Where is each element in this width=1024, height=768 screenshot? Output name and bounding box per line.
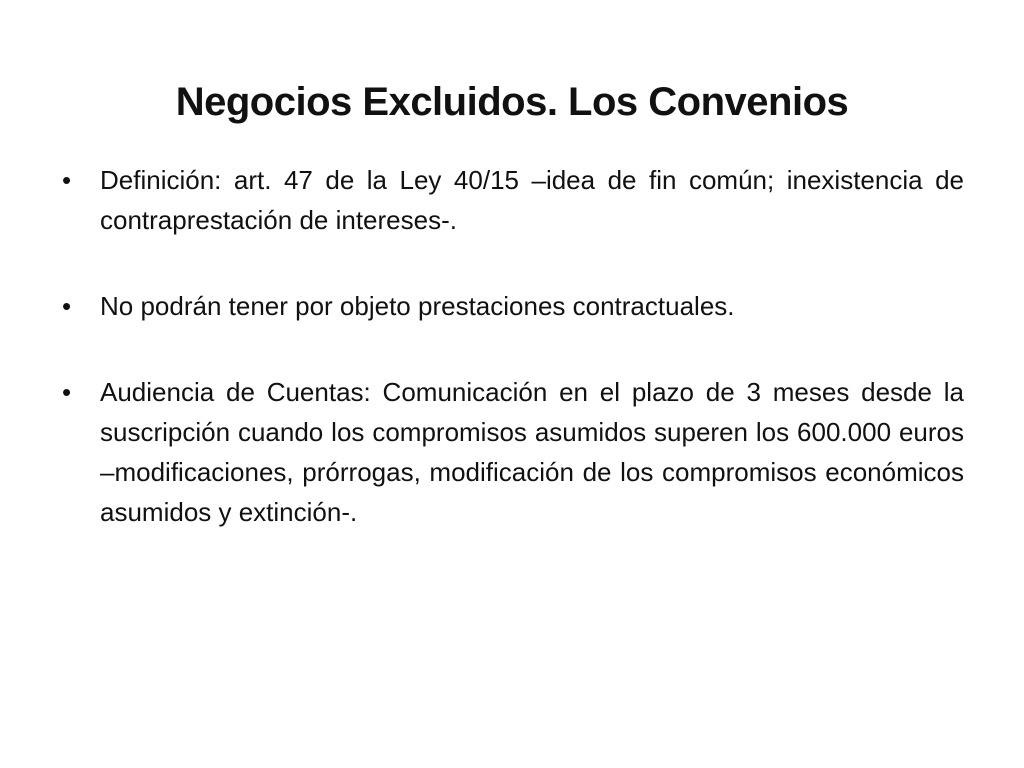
bullet-dot-icon: • bbox=[62, 165, 72, 195]
bullet-text: No podrán tener por objeto prestaciones contractuales. bbox=[100, 291, 735, 321]
slide-title: Negocios Excluidos. Los Convenios bbox=[175, 80, 849, 124]
bullet-list bbox=[58, 160, 964, 578]
bullet-item-audiencia bbox=[58, 372, 964, 532]
bullet-dot-icon: • bbox=[62, 291, 72, 321]
bullet-item-objeto bbox=[58, 286, 964, 326]
bullet-dot-icon: • bbox=[62, 377, 72, 407]
bullet-item-definicion bbox=[58, 160, 964, 240]
bullet-text: Audiencia de Cuentas: Comunicación en el plazo de 3 meses desde la suscripción cuando los compromisos asumidos superen los 600.000 euros –modificaciones, prórrogas, modificación de los compromisos económicos asumidos y extinción-. bbox=[100, 377, 964, 527]
bullet-text: Definición: art. 47 de la Ley 40/15 –idea de fin común; inexistencia de contraprestación de intereses-. bbox=[100, 165, 964, 235]
